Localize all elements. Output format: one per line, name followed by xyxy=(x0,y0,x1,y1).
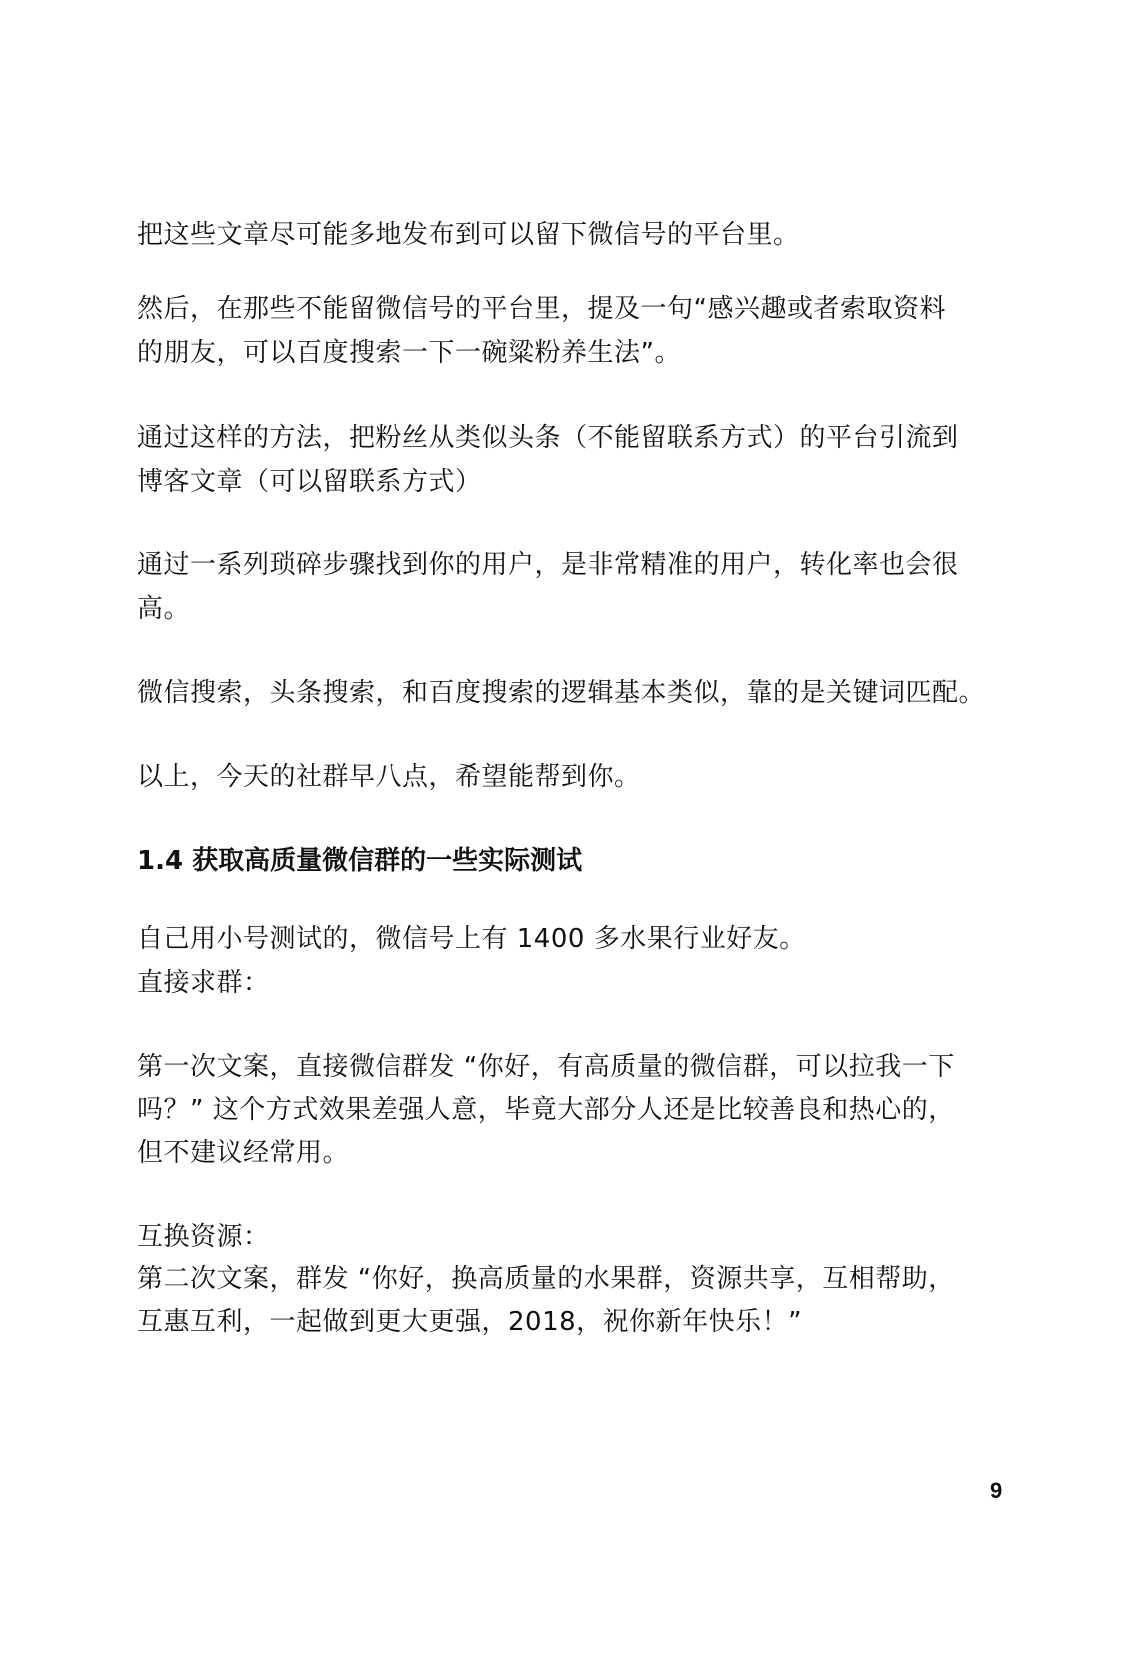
paragraph-line: 第一次文案，直接微信群发 “你好，有高质量的微信群，可以拉我一下 xyxy=(137,1052,955,1082)
paragraph-line: 吗？” 这个方式效果差强人意，毕竟大部分人还是比较善良和热心的， xyxy=(137,1095,955,1125)
paragraph-line: 直接求群： xyxy=(137,968,270,998)
paragraph-line: 以上，今天的社群早八点，希望能帮到你。 xyxy=(137,762,641,792)
paragraph-line: 把这些文章尽可能多地发布到可以留下微信号的平台里。 xyxy=(137,220,800,250)
paragraph-line: 但不建议经常用。 xyxy=(137,1138,350,1168)
paragraph-line: 第二次文案，群发 “你好，换高质量的水果群，资源共享，互相帮助， xyxy=(137,1264,955,1294)
paragraph-line: 自己用小号测试的，微信号上有 1400 多水果行业好友。 xyxy=(137,924,806,954)
paragraph-line: 高。 xyxy=(137,594,191,624)
paragraph-line: 博客文章（可以留联系方式） xyxy=(137,467,482,497)
paragraph-line: 互换资源： xyxy=(137,1222,270,1252)
paragraph-line: 然后，在那些不能留微信号的平台里，提及一句“感兴趣或者索取资料 xyxy=(137,294,946,324)
page-number: 9 xyxy=(990,1478,1003,1503)
paragraph-line: 通过一系列琐碎步骤找到你的用户，是非常精准的用户，转化率也会很 xyxy=(137,550,959,580)
paragraph-line: 互惠互利，一起做到更大更强，2018，祝你新年快乐！” xyxy=(137,1307,803,1337)
section-heading: 1.4 获取高质量微信群的一些实际测试 xyxy=(137,846,583,876)
paragraph-line: 微信搜索，头条搜索，和百度搜索的逻辑基本类似，靠的是关键词匹配。 xyxy=(137,678,986,708)
paragraph-line: 通过这样的方法，把粉丝从类似头条（不能留联系方式）的平台引流到 xyxy=(137,423,959,453)
paragraph-line: 的朋友，可以百度搜索一下一碗粱粉养生法”。 xyxy=(137,338,681,368)
